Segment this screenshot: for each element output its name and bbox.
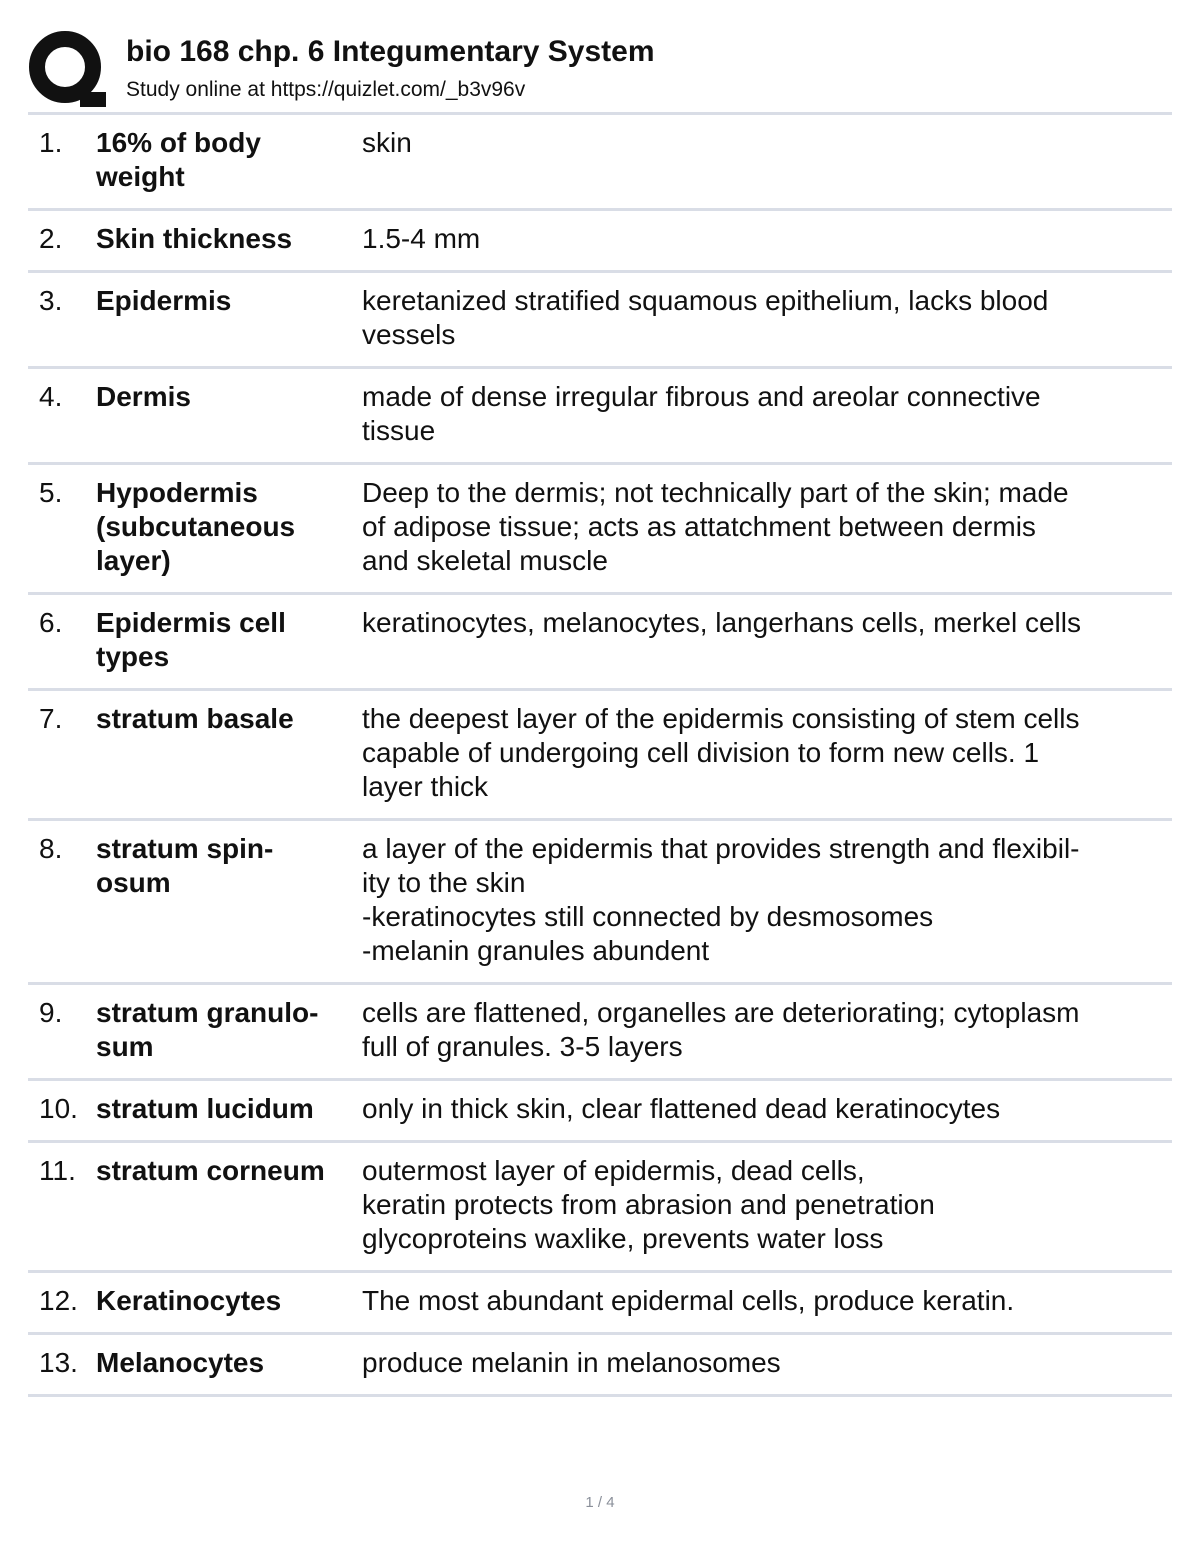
term-line: types bbox=[96, 641, 170, 672]
flashcard-row bbox=[28, 821, 1172, 985]
card-definition bbox=[362, 702, 1172, 804]
definition-line: capable of undergoing cell division to form new cells. 1 bbox=[362, 737, 1040, 768]
card-definition bbox=[362, 996, 1172, 1064]
card-term bbox=[96, 126, 362, 194]
flashcard-row bbox=[28, 1143, 1172, 1273]
definition-line: outermost layer of epidermis, dead cells, bbox=[362, 1155, 865, 1186]
card-number: 2. bbox=[39, 223, 63, 254]
definition-line: keratinocytes, melanocytes, langerhans cells, merkel cells bbox=[362, 607, 1081, 638]
definition-line: cells are flattened, organelles are deteriorating; cytoplasm bbox=[362, 997, 1080, 1028]
card-number: 7. bbox=[39, 703, 63, 734]
term-line: stratum spin- bbox=[96, 833, 274, 864]
card-term bbox=[96, 1284, 362, 1318]
definition-line: keratin protects from abrasion and penetration bbox=[362, 1189, 935, 1220]
term-line: Dermis bbox=[96, 381, 191, 412]
card-definition bbox=[362, 1092, 1172, 1126]
term-line: layer) bbox=[96, 545, 171, 576]
definition-line: keretanized stratified squamous epithelium, lacks blood bbox=[362, 285, 1049, 316]
card-definition bbox=[362, 380, 1172, 448]
card-definition bbox=[362, 1346, 1172, 1380]
flashcard-row bbox=[28, 1081, 1172, 1143]
term-line: Keratinocytes bbox=[96, 1285, 282, 1316]
card-term bbox=[96, 606, 362, 674]
card-number: 1. bbox=[39, 127, 63, 158]
term-line: stratum lucidum bbox=[96, 1093, 314, 1124]
card-number: 3. bbox=[39, 285, 63, 316]
term-line: Epidermis cell bbox=[96, 607, 286, 638]
definition-line: and skeletal muscle bbox=[362, 545, 608, 576]
card-term bbox=[96, 996, 362, 1064]
flashcard-row bbox=[28, 273, 1172, 369]
definition-line: a layer of the epidermis that provides strength and flexibil- bbox=[362, 833, 1080, 864]
term-line: Hypodermis bbox=[96, 477, 258, 508]
card-term bbox=[96, 1346, 362, 1380]
card-number: 6. bbox=[39, 607, 63, 638]
definition-line: made of dense irregular fibrous and areolar connective bbox=[362, 381, 1041, 412]
card-number: 9. bbox=[39, 997, 63, 1028]
document-title: bio 168 chp. 6 Integumentary System bbox=[126, 35, 655, 68]
card-term bbox=[96, 222, 362, 256]
term-line: stratum corneum bbox=[96, 1155, 325, 1186]
card-definition bbox=[362, 1154, 1172, 1256]
card-definition bbox=[362, 476, 1172, 578]
card-term bbox=[96, 1154, 362, 1256]
flashcard-row bbox=[28, 985, 1172, 1081]
term-line: weight bbox=[96, 161, 185, 192]
definition-line: Deep to the dermis; not technically part of the skin; made bbox=[362, 477, 1069, 508]
card-definition bbox=[362, 284, 1172, 352]
definition-line: vessels bbox=[362, 319, 456, 350]
definition-line: -keratinocytes still connected by desmosomes bbox=[362, 901, 934, 932]
card-term bbox=[96, 832, 362, 968]
definition-line: the deepest layer of the epidermis consisting of stem cells bbox=[362, 703, 1080, 734]
term-line: stratum granulo- bbox=[96, 997, 319, 1028]
definition-line: skin bbox=[362, 127, 412, 158]
definition-line: layer thick bbox=[362, 771, 489, 802]
card-number: 4. bbox=[39, 381, 63, 412]
term-line: Epidermis bbox=[96, 285, 232, 316]
definition-line: only in thick skin, clear flattened dead keratinocytes bbox=[362, 1093, 1001, 1124]
card-number: 13. bbox=[39, 1347, 78, 1378]
card-definition bbox=[362, 1284, 1172, 1318]
flashcard-row bbox=[28, 691, 1172, 821]
definition-line: full of granules. 3-5 layers bbox=[362, 1031, 683, 1062]
card-number: 5. bbox=[39, 477, 63, 508]
definition-line: produce melanin in melanosomes bbox=[362, 1347, 781, 1378]
card-term bbox=[96, 1092, 362, 1126]
card-definition bbox=[362, 832, 1172, 968]
card-definition bbox=[362, 222, 1172, 256]
flashcard-row bbox=[28, 465, 1172, 595]
definition-line: glycoproteins waxlike, prevents water loss bbox=[362, 1223, 884, 1254]
card-number: 12. bbox=[39, 1285, 78, 1316]
card-term bbox=[96, 702, 362, 804]
flashcard-row bbox=[28, 1273, 1172, 1335]
term-line: Melanocytes bbox=[96, 1347, 265, 1378]
term-line: Skin thickness bbox=[96, 223, 293, 254]
term-line: 16% of body bbox=[96, 127, 261, 158]
flashcard-list bbox=[28, 115, 1172, 1397]
flashcard-row bbox=[28, 1335, 1172, 1397]
study-online-link[interactable]: Study online at https://quizlet.com/_b3v96v bbox=[126, 78, 526, 101]
page-number: 1 / 4 bbox=[585, 1494, 615, 1511]
term-line: osum bbox=[96, 867, 171, 898]
definition-line: ity to the skin bbox=[362, 867, 526, 898]
card-number: 11. bbox=[39, 1155, 76, 1186]
definition-line: -melanin granules abundent bbox=[362, 935, 710, 966]
card-term bbox=[96, 476, 362, 578]
flashcard-row bbox=[28, 369, 1172, 465]
card-term bbox=[96, 284, 362, 352]
card-number: 10. bbox=[39, 1093, 78, 1124]
flashcard-row bbox=[28, 595, 1172, 691]
definition-line: tissue bbox=[362, 415, 436, 446]
term-line: sum bbox=[96, 1031, 154, 1062]
flashcard-row bbox=[28, 211, 1172, 273]
document-header bbox=[28, 30, 1172, 114]
definition-line: of adipose tissue; acts as attatchment between dermis bbox=[362, 511, 1036, 542]
term-line: stratum basale bbox=[96, 703, 294, 734]
card-definition bbox=[362, 606, 1172, 674]
definition-line: The most abundant epidermal cells, produce keratin. bbox=[362, 1285, 1015, 1316]
quizlet-logo-icon bbox=[28, 30, 108, 110]
flashcard-row bbox=[28, 115, 1172, 211]
card-term bbox=[96, 380, 362, 448]
card-number: 8. bbox=[39, 833, 63, 864]
card-definition bbox=[362, 126, 1172, 194]
definition-line: 1.5-4 mm bbox=[362, 223, 481, 254]
term-line: (subcutaneous bbox=[96, 511, 296, 542]
